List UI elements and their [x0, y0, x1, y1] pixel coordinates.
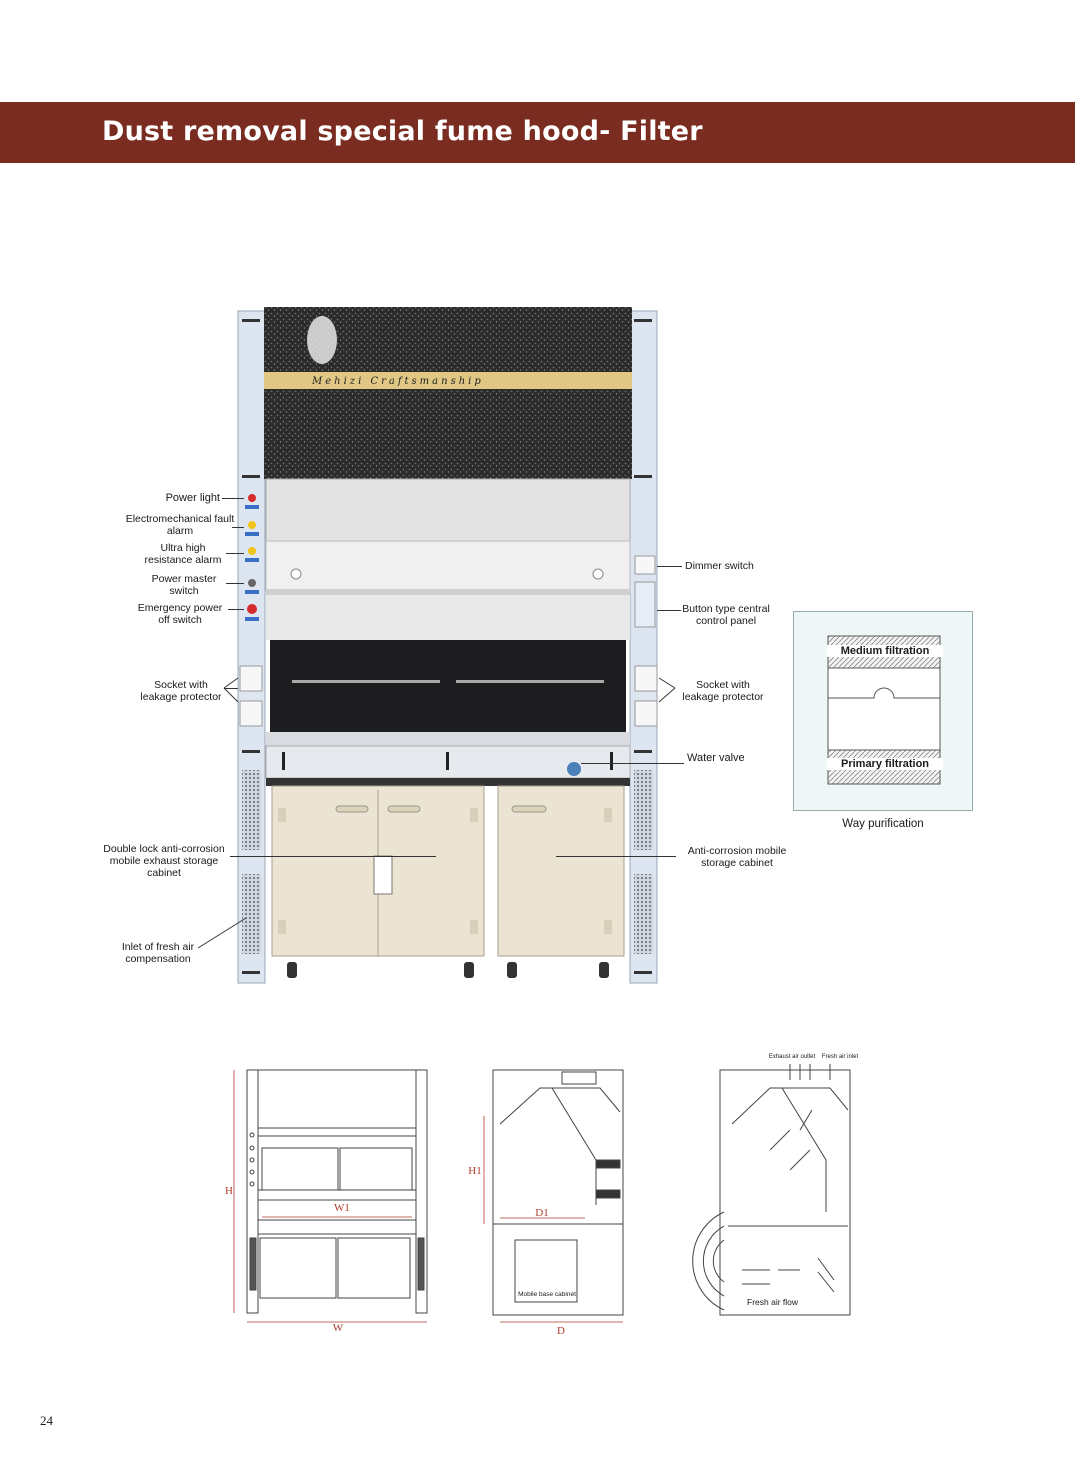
dim-label-d: D — [557, 1325, 565, 1337]
callout-master-switch: Power master switch — [151, 573, 217, 597]
dim-label-w1: W1 — [334, 1202, 350, 1214]
callout-exhaust-cabinet: Double lock anti-corrosion mobile exhaust storage cabinet — [103, 843, 225, 879]
page-number: 24 — [40, 1413, 53, 1428]
callout-dimmer-switch: Dimmer switch — [685, 560, 754, 572]
dim-label-w: W — [332, 1322, 344, 1334]
primary-filtration-label: Primary filtration — [827, 758, 943, 770]
airflow-drawing — [693, 1064, 850, 1315]
brand-strip-text: Mehizi Craftsmanship — [312, 376, 484, 387]
dim-label-d1: D1 — [535, 1207, 549, 1219]
callout-resistance-alarm: Ultra high resistance alarm — [144, 542, 222, 566]
medium-filtration-label: Medium filtration — [827, 645, 943, 657]
callout-control-panel: Button type central control panel — [682, 603, 770, 627]
callout-fault-alarm: Electromechanical fault alarm — [125, 513, 235, 537]
purification-caption: Way purification — [842, 818, 924, 830]
side-view-drawing — [493, 1070, 623, 1315]
fresh-inlet-label: Fresh air inlet — [821, 1054, 859, 1060]
dim-label-h1: H1 — [468, 1165, 482, 1177]
callout-socket-left: Socket with leakage protector — [140, 679, 222, 703]
callout-socket-right: Socket with leakage protector — [682, 679, 764, 703]
mobile-base-cabinet-label: Mobile base cabinet — [518, 1291, 576, 1298]
page-title: Dust removal special fume hood- Filter — [102, 116, 703, 147]
callout-storage-cabinet: Anti-corrosion mobile storage cabinet — [687, 845, 787, 869]
dim-label-h: H — [225, 1185, 233, 1197]
callout-power-light: Power light — [165, 492, 220, 504]
callout-emergency-off: Emergency power off switch — [137, 602, 223, 626]
callout-water-valve: Water valve — [687, 752, 745, 764]
exhaust-outlet-label: Exhaust air outlet — [768, 1054, 816, 1060]
callout-fresh-air-inlet: Inlet of fresh air compensation — [121, 941, 195, 965]
front-view-drawing — [247, 1070, 427, 1313]
fresh-air-flow-label: Fresh air flow — [747, 1297, 799, 1307]
